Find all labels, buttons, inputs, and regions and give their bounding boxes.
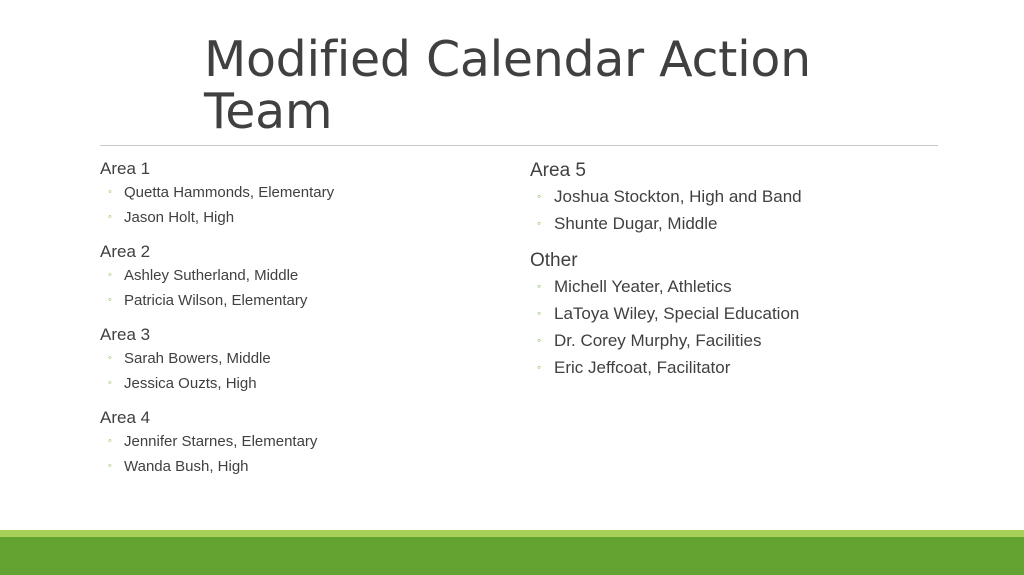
circle-bullet-icon: ◦	[537, 306, 542, 320]
member-name: Patricia Wilson, Elementary	[124, 292, 308, 309]
footer-accent-stripe	[0, 530, 1024, 537]
area-group	[100, 407, 500, 479]
member-list	[100, 263, 500, 313]
member-item	[100, 454, 500, 479]
circle-bullet-icon: ◦	[108, 377, 112, 389]
circle-bullet-icon: ◦	[108, 269, 112, 281]
member-name: Quetta Hammonds, Elementary	[124, 184, 335, 201]
area-group	[530, 159, 950, 237]
member-name: Dr. Corey Murphy, Facilities	[554, 331, 762, 350]
member-name: LaToya Wiley, Special Education	[554, 304, 800, 323]
member-item	[100, 263, 500, 288]
member-name: Michell Yeater, Athletics	[554, 277, 732, 296]
member-list	[100, 180, 500, 230]
area-heading: Other	[530, 250, 578, 271]
member-item	[100, 371, 500, 396]
circle-bullet-icon: ◦	[537, 189, 542, 203]
circle-bullet-icon: ◦	[108, 294, 112, 306]
area-heading: Area 5	[530, 160, 586, 181]
right-content-column	[530, 158, 950, 393]
area-group	[100, 158, 500, 230]
member-item	[100, 346, 500, 371]
circle-bullet-icon: ◦	[108, 435, 112, 447]
member-item	[530, 300, 950, 327]
member-name: Shunte Dugar, Middle	[554, 214, 718, 233]
circle-bullet-icon: ◦	[108, 352, 112, 364]
member-name: Joshua Stockton, High and Band	[554, 187, 802, 206]
footer-band	[0, 537, 1024, 575]
member-item	[530, 327, 950, 354]
circle-bullet-icon: ◦	[537, 360, 542, 374]
circle-bullet-icon: ◦	[108, 211, 112, 223]
member-item	[100, 429, 500, 454]
member-name: Jason Holt, High	[124, 209, 235, 226]
left-content-column	[100, 158, 500, 490]
slide-title: Modified Calendar Action Team	[204, 31, 811, 140]
member-list	[100, 429, 500, 479]
title-divider	[100, 145, 938, 146]
member-name: Ashley Sutherland, Middle	[124, 267, 299, 284]
member-item	[530, 273, 950, 300]
member-item	[100, 288, 500, 313]
member-list	[100, 346, 500, 396]
circle-bullet-icon: ◦	[537, 279, 542, 293]
area-heading: Area 1	[100, 159, 151, 178]
member-item	[100, 180, 500, 205]
member-name: Jessica Ouzts, High	[124, 375, 257, 392]
area-group	[100, 241, 500, 313]
member-list	[530, 183, 950, 237]
circle-bullet-icon: ◦	[108, 460, 112, 472]
member-item	[530, 210, 950, 237]
circle-bullet-icon: ◦	[537, 333, 542, 347]
area-heading: Area 3	[100, 325, 151, 344]
area-group	[530, 249, 950, 381]
member-name: Jennifer Starnes, Elementary	[124, 433, 318, 450]
member-item	[100, 205, 500, 230]
area-group	[100, 324, 500, 396]
area-heading: Area 4	[100, 408, 151, 427]
member-name: Wanda Bush, High	[124, 458, 249, 475]
member-item	[530, 183, 950, 210]
circle-bullet-icon: ◦	[537, 216, 542, 230]
member-list	[530, 273, 950, 381]
circle-bullet-icon: ◦	[108, 186, 112, 198]
area-heading: Area 2	[100, 242, 151, 261]
member-name: Eric Jeffcoat, Facilitator	[554, 358, 731, 377]
member-item	[530, 354, 950, 381]
member-name: Sarah Bowers, Middle	[124, 350, 271, 367]
